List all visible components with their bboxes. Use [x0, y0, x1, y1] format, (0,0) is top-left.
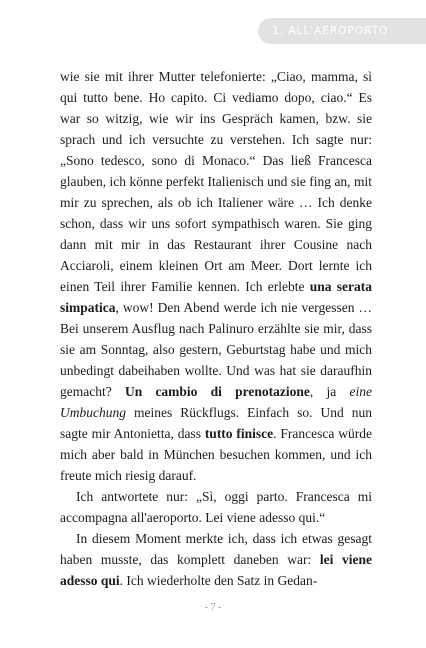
body-text: [60, 66, 372, 591]
text-run: . Francesca würde mich aber bald in München besuchen kommen, und ich freute mich riesig darauf.: [60, 426, 372, 483]
bold-phrase: Un cambio di prenotazione: [124, 384, 310, 399]
text-run: wie sie mit ihrer Mutter telefonierte: „Ciao, mamma, sì qui tutto bene. Ho capito. Ci vediamo dopo, ciao.“ Es war so witzig, wie wir ins Gespräch kamen, bzw. sie sprach und ich versuchte zu verstehen. Ich sagte nur: „Sono tedesco, sono di Monaco.“ Das ließ Francesca glauben, ich könne perfekt Italienisch und sie fing an, mit mir zu sprechen, als ob ich Italiener wäre … Ich denke schon, dass wir uns sofort sympathisch waren. Sie ging dann mit mir in das Restaurant ihrer Cousine nach Acciaroli, einem kleinen Ort am Meer. Dort lernte ich einen Teil ihrer Familie kennen. Ich erlebte: [60, 69, 372, 294]
paragraph: [60, 66, 372, 486]
italic-phrase: eine Umbuchung: [60, 384, 372, 420]
page-number: - 7 -: [204, 602, 222, 613]
chapter-title: 1. ALL'AEROPORTO: [272, 25, 389, 37]
text-run: , wow! Den Abend werde ich nie vergessen … Bei unserem Ausflug nach Palinuro erzählte sie mir, dass sie am Sonntag, also gestern, Geburtstag habe und mich unbedingt dabeihaben wollte. Und was hat sie daraufhin gemacht?: [60, 300, 372, 399]
paragraph: [60, 486, 372, 528]
bold-phrase: tutto finisce: [204, 426, 274, 441]
text-run: Ich antwortete nur: „Sì, oggi parto. Francesca mi accompagna all'aeroporto. Lei viene adesso qui.“: [60, 489, 372, 525]
text-run: . Ich wiederholte den Satz in Gedan-: [119, 573, 318, 588]
text-run: meines Rückflugs. Einfach so. Und nun sagte mir Antonietta, dass: [60, 405, 372, 441]
bold-phrase: una serata simpatica: [60, 279, 373, 315]
bold-phrase: lei viene adesso qui: [60, 552, 372, 588]
paragraph: [60, 528, 372, 591]
text-run: In diesem Moment merkte ich, dass ich etwas gesagt haben musste, das komplett daneben war:: [60, 531, 372, 567]
text-run: , ja: [309, 384, 350, 399]
